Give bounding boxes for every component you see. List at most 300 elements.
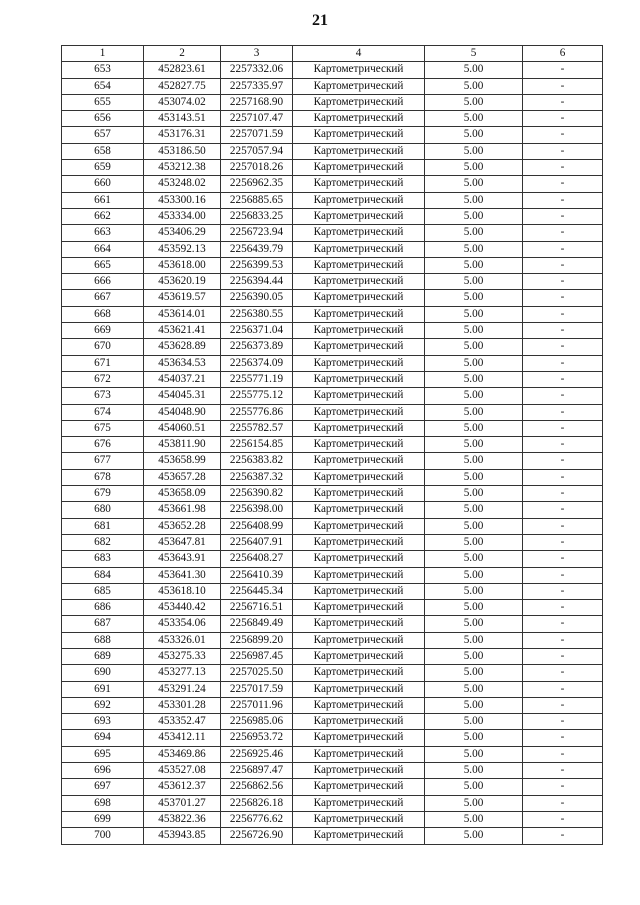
y-coordinate-cell: 2256776.62 xyxy=(221,811,293,827)
x-coordinate-cell: 453621.41 xyxy=(144,323,221,339)
accuracy-cell: 5.00 xyxy=(425,730,523,746)
point-number-cell: 700 xyxy=(62,828,144,844)
x-coordinate-cell: 454045.31 xyxy=(144,388,221,404)
point-number-cell: 655 xyxy=(62,94,144,110)
method-cell: Картометрический xyxy=(293,534,425,550)
table-row xyxy=(62,795,603,811)
y-coordinate-cell: 2256897.47 xyxy=(221,763,293,779)
point-number-cell: 697 xyxy=(62,779,144,795)
accuracy-cell: 5.00 xyxy=(425,469,523,485)
y-coordinate-cell: 2256833.25 xyxy=(221,208,293,224)
method-cell: Картометрический xyxy=(293,551,425,567)
y-coordinate-cell: 2255775.12 xyxy=(221,388,293,404)
x-coordinate-cell: 454037.21 xyxy=(144,371,221,387)
y-coordinate-cell: 2256398.00 xyxy=(221,502,293,518)
x-coordinate-cell: 453301.28 xyxy=(144,697,221,713)
method-cell: Картометрический xyxy=(293,795,425,811)
point-number-cell: 678 xyxy=(62,469,144,485)
note-cell: - xyxy=(523,583,603,599)
point-number-cell: 684 xyxy=(62,567,144,583)
note-cell: - xyxy=(523,94,603,110)
method-cell: Картометрический xyxy=(293,648,425,664)
accuracy-cell: 5.00 xyxy=(425,339,523,355)
accuracy-cell: 5.00 xyxy=(425,94,523,110)
y-coordinate-cell: 2257018.26 xyxy=(221,160,293,176)
y-coordinate-cell: 2256826.18 xyxy=(221,795,293,811)
note-cell: - xyxy=(523,323,603,339)
table-row xyxy=(62,111,603,127)
note-cell: - xyxy=(523,567,603,583)
accuracy-cell: 5.00 xyxy=(425,420,523,436)
point-number-cell: 696 xyxy=(62,763,144,779)
accuracy-cell: 5.00 xyxy=(425,551,523,567)
table-row xyxy=(62,567,603,583)
note-cell: - xyxy=(523,355,603,371)
table-row xyxy=(62,371,603,387)
accuracy-cell: 5.00 xyxy=(425,111,523,127)
table-row xyxy=(62,241,603,257)
column-header: 1 xyxy=(62,46,144,62)
x-coordinate-cell: 453652.28 xyxy=(144,518,221,534)
table-row xyxy=(62,94,603,110)
accuracy-cell: 5.00 xyxy=(425,388,523,404)
x-coordinate-cell: 453612.37 xyxy=(144,779,221,795)
accuracy-cell: 5.00 xyxy=(425,795,523,811)
x-coordinate-cell: 453641.30 xyxy=(144,567,221,583)
point-number-cell: 680 xyxy=(62,502,144,518)
accuracy-cell: 5.00 xyxy=(425,78,523,94)
accuracy-cell: 5.00 xyxy=(425,763,523,779)
method-cell: Картометрический xyxy=(293,811,425,827)
x-coordinate-cell: 453300.16 xyxy=(144,192,221,208)
column-header: 4 xyxy=(293,46,425,62)
point-number-cell: 682 xyxy=(62,534,144,550)
method-cell: Картометрический xyxy=(293,143,425,159)
table-row xyxy=(62,453,603,469)
table-row xyxy=(62,616,603,632)
method-cell: Картометрический xyxy=(293,339,425,355)
accuracy-cell: 5.00 xyxy=(425,811,523,827)
x-coordinate-cell: 453658.99 xyxy=(144,453,221,469)
table-row xyxy=(62,632,603,648)
note-cell: - xyxy=(523,811,603,827)
point-number-cell: 693 xyxy=(62,714,144,730)
note-cell: - xyxy=(523,404,603,420)
note-cell: - xyxy=(523,388,603,404)
x-coordinate-cell: 453074.02 xyxy=(144,94,221,110)
point-number-cell: 694 xyxy=(62,730,144,746)
note-cell: - xyxy=(523,665,603,681)
y-coordinate-cell: 2255782.57 xyxy=(221,420,293,436)
y-coordinate-cell: 2256849.49 xyxy=(221,616,293,632)
method-cell: Картометрический xyxy=(293,323,425,339)
y-coordinate-cell: 2256408.99 xyxy=(221,518,293,534)
note-cell: - xyxy=(523,730,603,746)
point-number-cell: 686 xyxy=(62,600,144,616)
point-number-cell: 661 xyxy=(62,192,144,208)
y-coordinate-cell: 2257332.06 xyxy=(221,62,293,78)
x-coordinate-cell: 453248.02 xyxy=(144,176,221,192)
note-cell: - xyxy=(523,632,603,648)
accuracy-cell: 5.00 xyxy=(425,632,523,648)
x-coordinate-cell: 453657.28 xyxy=(144,469,221,485)
method-cell: Картометрический xyxy=(293,583,425,599)
table-row xyxy=(62,518,603,534)
y-coordinate-cell: 2256723.94 xyxy=(221,225,293,241)
point-number-cell: 670 xyxy=(62,339,144,355)
accuracy-cell: 5.00 xyxy=(425,828,523,844)
method-cell: Картометрический xyxy=(293,779,425,795)
y-coordinate-cell: 2256726.90 xyxy=(221,828,293,844)
point-number-cell: 692 xyxy=(62,697,144,713)
table-row xyxy=(62,811,603,827)
point-number-cell: 690 xyxy=(62,665,144,681)
note-cell: - xyxy=(523,339,603,355)
note-cell: - xyxy=(523,192,603,208)
method-cell: Картометрический xyxy=(293,486,425,502)
y-coordinate-cell: 2256380.55 xyxy=(221,306,293,322)
x-coordinate-cell: 453643.91 xyxy=(144,551,221,567)
note-cell: - xyxy=(523,648,603,664)
accuracy-cell: 5.00 xyxy=(425,355,523,371)
x-coordinate-cell: 454048.90 xyxy=(144,404,221,420)
point-number-cell: 668 xyxy=(62,306,144,322)
note-cell: - xyxy=(523,746,603,762)
x-coordinate-cell: 453618.00 xyxy=(144,257,221,273)
x-coordinate-cell: 452823.61 xyxy=(144,62,221,78)
point-number-cell: 663 xyxy=(62,225,144,241)
table-row xyxy=(62,323,603,339)
point-number-cell: 657 xyxy=(62,127,144,143)
x-coordinate-cell: 453647.81 xyxy=(144,534,221,550)
accuracy-cell: 5.00 xyxy=(425,648,523,664)
method-cell: Картометрический xyxy=(293,681,425,697)
y-coordinate-cell: 2256373.89 xyxy=(221,339,293,355)
accuracy-cell: 5.00 xyxy=(425,306,523,322)
y-coordinate-cell: 2256885.65 xyxy=(221,192,293,208)
accuracy-cell: 5.00 xyxy=(425,290,523,306)
method-cell: Картометрический xyxy=(293,567,425,583)
x-coordinate-cell: 453176.31 xyxy=(144,127,221,143)
accuracy-cell: 5.00 xyxy=(425,616,523,632)
y-coordinate-cell: 2256439.79 xyxy=(221,241,293,257)
y-coordinate-cell: 2257025.50 xyxy=(221,665,293,681)
y-coordinate-cell: 2256383.82 xyxy=(221,453,293,469)
point-number-cell: 662 xyxy=(62,208,144,224)
x-coordinate-cell: 452827.75 xyxy=(144,78,221,94)
method-cell: Картометрический xyxy=(293,306,425,322)
point-number-cell: 687 xyxy=(62,616,144,632)
method-cell: Картометрический xyxy=(293,730,425,746)
accuracy-cell: 5.00 xyxy=(425,518,523,534)
note-cell: - xyxy=(523,681,603,697)
note-cell: - xyxy=(523,78,603,94)
note-cell: - xyxy=(523,453,603,469)
y-coordinate-cell: 2256445.34 xyxy=(221,583,293,599)
y-coordinate-cell: 2256154.85 xyxy=(221,437,293,453)
table-row xyxy=(62,339,603,355)
note-cell: - xyxy=(523,62,603,78)
method-cell: Картометрический xyxy=(293,127,425,143)
page-number: 21 xyxy=(312,12,328,29)
table-row xyxy=(62,355,603,371)
method-cell: Картометрический xyxy=(293,469,425,485)
method-cell: Картометрический xyxy=(293,62,425,78)
column-header: 6 xyxy=(523,46,603,62)
x-coordinate-cell: 453440.42 xyxy=(144,600,221,616)
table-row xyxy=(62,420,603,436)
y-coordinate-cell: 2256374.09 xyxy=(221,355,293,371)
x-coordinate-cell: 453701.27 xyxy=(144,795,221,811)
y-coordinate-cell: 2256407.91 xyxy=(221,534,293,550)
point-number-cell: 671 xyxy=(62,355,144,371)
point-number-cell: 699 xyxy=(62,811,144,827)
point-number-cell: 656 xyxy=(62,111,144,127)
point-number-cell: 677 xyxy=(62,453,144,469)
point-number-cell: 672 xyxy=(62,371,144,387)
point-number-cell: 674 xyxy=(62,404,144,420)
table-row xyxy=(62,469,603,485)
table-row xyxy=(62,697,603,713)
point-number-cell: 673 xyxy=(62,388,144,404)
method-cell: Картометрический xyxy=(293,388,425,404)
y-coordinate-cell: 2257017.59 xyxy=(221,681,293,697)
x-coordinate-cell: 453661.98 xyxy=(144,502,221,518)
y-coordinate-cell: 2256953.72 xyxy=(221,730,293,746)
method-cell: Картометрический xyxy=(293,208,425,224)
method-cell: Картометрический xyxy=(293,697,425,713)
accuracy-cell: 5.00 xyxy=(425,697,523,713)
point-number-cell: 653 xyxy=(62,62,144,78)
table-row xyxy=(62,208,603,224)
coordinates-table xyxy=(61,45,603,845)
table-row xyxy=(62,746,603,762)
method-cell: Картометрический xyxy=(293,437,425,453)
point-number-cell: 676 xyxy=(62,437,144,453)
accuracy-cell: 5.00 xyxy=(425,714,523,730)
column-header: 5 xyxy=(425,46,523,62)
table-row xyxy=(62,437,603,453)
y-coordinate-cell: 2255776.86 xyxy=(221,404,293,420)
accuracy-cell: 5.00 xyxy=(425,567,523,583)
note-cell: - xyxy=(523,518,603,534)
accuracy-cell: 5.00 xyxy=(425,225,523,241)
note-cell: - xyxy=(523,714,603,730)
method-cell: Картометрический xyxy=(293,453,425,469)
table-row xyxy=(62,257,603,273)
point-number-cell: 660 xyxy=(62,176,144,192)
accuracy-cell: 5.00 xyxy=(425,257,523,273)
point-number-cell: 664 xyxy=(62,241,144,257)
y-coordinate-cell: 2256987.45 xyxy=(221,648,293,664)
note-cell: - xyxy=(523,290,603,306)
method-cell: Картометрический xyxy=(293,518,425,534)
x-coordinate-cell: 453291.24 xyxy=(144,681,221,697)
table-row xyxy=(62,486,603,502)
point-number-cell: 681 xyxy=(62,518,144,534)
column-header: 2 xyxy=(144,46,221,62)
note-cell: - xyxy=(523,534,603,550)
note-cell: - xyxy=(523,111,603,127)
point-number-cell: 679 xyxy=(62,486,144,502)
method-cell: Картометрический xyxy=(293,616,425,632)
note-cell: - xyxy=(523,779,603,795)
note-cell: - xyxy=(523,127,603,143)
table-row xyxy=(62,176,603,192)
y-coordinate-cell: 2257335.97 xyxy=(221,78,293,94)
accuracy-cell: 5.00 xyxy=(425,176,523,192)
method-cell: Картометрический xyxy=(293,78,425,94)
note-cell: - xyxy=(523,551,603,567)
note-cell: - xyxy=(523,616,603,632)
x-coordinate-cell: 453277.13 xyxy=(144,665,221,681)
method-cell: Картометрический xyxy=(293,274,425,290)
accuracy-cell: 5.00 xyxy=(425,143,523,159)
point-number-cell: 669 xyxy=(62,323,144,339)
table-row xyxy=(62,600,603,616)
point-number-cell: 695 xyxy=(62,746,144,762)
table-row xyxy=(62,62,603,78)
y-coordinate-cell: 2256899.20 xyxy=(221,632,293,648)
table-row xyxy=(62,648,603,664)
table-row xyxy=(62,665,603,681)
note-cell: - xyxy=(523,600,603,616)
point-number-cell: 665 xyxy=(62,257,144,273)
note-cell: - xyxy=(523,763,603,779)
table-row xyxy=(62,143,603,159)
accuracy-cell: 5.00 xyxy=(425,127,523,143)
x-coordinate-cell: 453620.19 xyxy=(144,274,221,290)
method-cell: Картометрический xyxy=(293,257,425,273)
method-cell: Картометрический xyxy=(293,371,425,387)
table-row xyxy=(62,763,603,779)
y-coordinate-cell: 2255771.19 xyxy=(221,371,293,387)
point-number-cell: 658 xyxy=(62,143,144,159)
table-row xyxy=(62,388,603,404)
method-cell: Картометрический xyxy=(293,176,425,192)
y-coordinate-cell: 2256371.04 xyxy=(221,323,293,339)
table-row xyxy=(62,192,603,208)
table-row xyxy=(62,730,603,746)
note-cell: - xyxy=(523,143,603,159)
table-row xyxy=(62,502,603,518)
table-row xyxy=(62,290,603,306)
method-cell: Картометрический xyxy=(293,665,425,681)
note-cell: - xyxy=(523,420,603,436)
y-coordinate-cell: 2256390.05 xyxy=(221,290,293,306)
accuracy-cell: 5.00 xyxy=(425,404,523,420)
method-cell: Картометрический xyxy=(293,355,425,371)
note-cell: - xyxy=(523,306,603,322)
table-row xyxy=(62,551,603,567)
x-coordinate-cell: 454060.51 xyxy=(144,420,221,436)
accuracy-cell: 5.00 xyxy=(425,534,523,550)
note-cell: - xyxy=(523,241,603,257)
accuracy-cell: 5.00 xyxy=(425,208,523,224)
table-row xyxy=(62,828,603,844)
accuracy-cell: 5.00 xyxy=(425,746,523,762)
y-coordinate-cell: 2257071.59 xyxy=(221,127,293,143)
accuracy-cell: 5.00 xyxy=(425,665,523,681)
x-coordinate-cell: 453275.33 xyxy=(144,648,221,664)
x-coordinate-cell: 453658.09 xyxy=(144,486,221,502)
accuracy-cell: 5.00 xyxy=(425,241,523,257)
y-coordinate-cell: 2256408.27 xyxy=(221,551,293,567)
accuracy-cell: 5.00 xyxy=(425,583,523,599)
note-cell: - xyxy=(523,469,603,485)
x-coordinate-cell: 453628.89 xyxy=(144,339,221,355)
point-number-cell: 698 xyxy=(62,795,144,811)
method-cell: Картометрический xyxy=(293,420,425,436)
table-body xyxy=(62,62,603,844)
table-row xyxy=(62,78,603,94)
accuracy-cell: 5.00 xyxy=(425,486,523,502)
method-cell: Картометрический xyxy=(293,600,425,616)
accuracy-cell: 5.00 xyxy=(425,453,523,469)
table-row xyxy=(62,160,603,176)
x-coordinate-cell: 453186.50 xyxy=(144,143,221,159)
y-coordinate-cell: 2256399.53 xyxy=(221,257,293,273)
y-coordinate-cell: 2256390.82 xyxy=(221,486,293,502)
point-number-cell: 659 xyxy=(62,160,144,176)
y-coordinate-cell: 2256985.06 xyxy=(221,714,293,730)
table-row xyxy=(62,127,603,143)
note-cell: - xyxy=(523,225,603,241)
note-cell: - xyxy=(523,176,603,192)
method-cell: Картометрический xyxy=(293,828,425,844)
x-coordinate-cell: 453354.06 xyxy=(144,616,221,632)
point-number-cell: 689 xyxy=(62,648,144,664)
x-coordinate-cell: 453527.08 xyxy=(144,763,221,779)
note-cell: - xyxy=(523,697,603,713)
note-cell: - xyxy=(523,502,603,518)
point-number-cell: 688 xyxy=(62,632,144,648)
y-coordinate-cell: 2257107.47 xyxy=(221,111,293,127)
accuracy-cell: 5.00 xyxy=(425,681,523,697)
x-coordinate-cell: 453619.57 xyxy=(144,290,221,306)
x-coordinate-cell: 453469.86 xyxy=(144,746,221,762)
x-coordinate-cell: 453326.01 xyxy=(144,632,221,648)
method-cell: Картометрический xyxy=(293,160,425,176)
table-row xyxy=(62,681,603,697)
x-coordinate-cell: 453943.85 xyxy=(144,828,221,844)
method-cell: Картометрический xyxy=(293,746,425,762)
method-cell: Картометрический xyxy=(293,192,425,208)
point-number-cell: 666 xyxy=(62,274,144,290)
accuracy-cell: 5.00 xyxy=(425,600,523,616)
x-coordinate-cell: 453143.51 xyxy=(144,111,221,127)
y-coordinate-cell: 2257011.96 xyxy=(221,697,293,713)
note-cell: - xyxy=(523,257,603,273)
accuracy-cell: 5.00 xyxy=(425,323,523,339)
method-cell: Картометрический xyxy=(293,290,425,306)
y-coordinate-cell: 2256716.51 xyxy=(221,600,293,616)
point-number-cell: 654 xyxy=(62,78,144,94)
method-cell: Картометрический xyxy=(293,241,425,257)
point-number-cell: 691 xyxy=(62,681,144,697)
note-cell: - xyxy=(523,828,603,844)
note-cell: - xyxy=(523,371,603,387)
y-coordinate-cell: 2257168.90 xyxy=(221,94,293,110)
accuracy-cell: 5.00 xyxy=(425,192,523,208)
y-coordinate-cell: 2256962.35 xyxy=(221,176,293,192)
accuracy-cell: 5.00 xyxy=(425,371,523,387)
x-coordinate-cell: 453614.01 xyxy=(144,306,221,322)
y-coordinate-cell: 2257057.94 xyxy=(221,143,293,159)
table-row xyxy=(62,714,603,730)
x-coordinate-cell: 453412.11 xyxy=(144,730,221,746)
accuracy-cell: 5.00 xyxy=(425,779,523,795)
